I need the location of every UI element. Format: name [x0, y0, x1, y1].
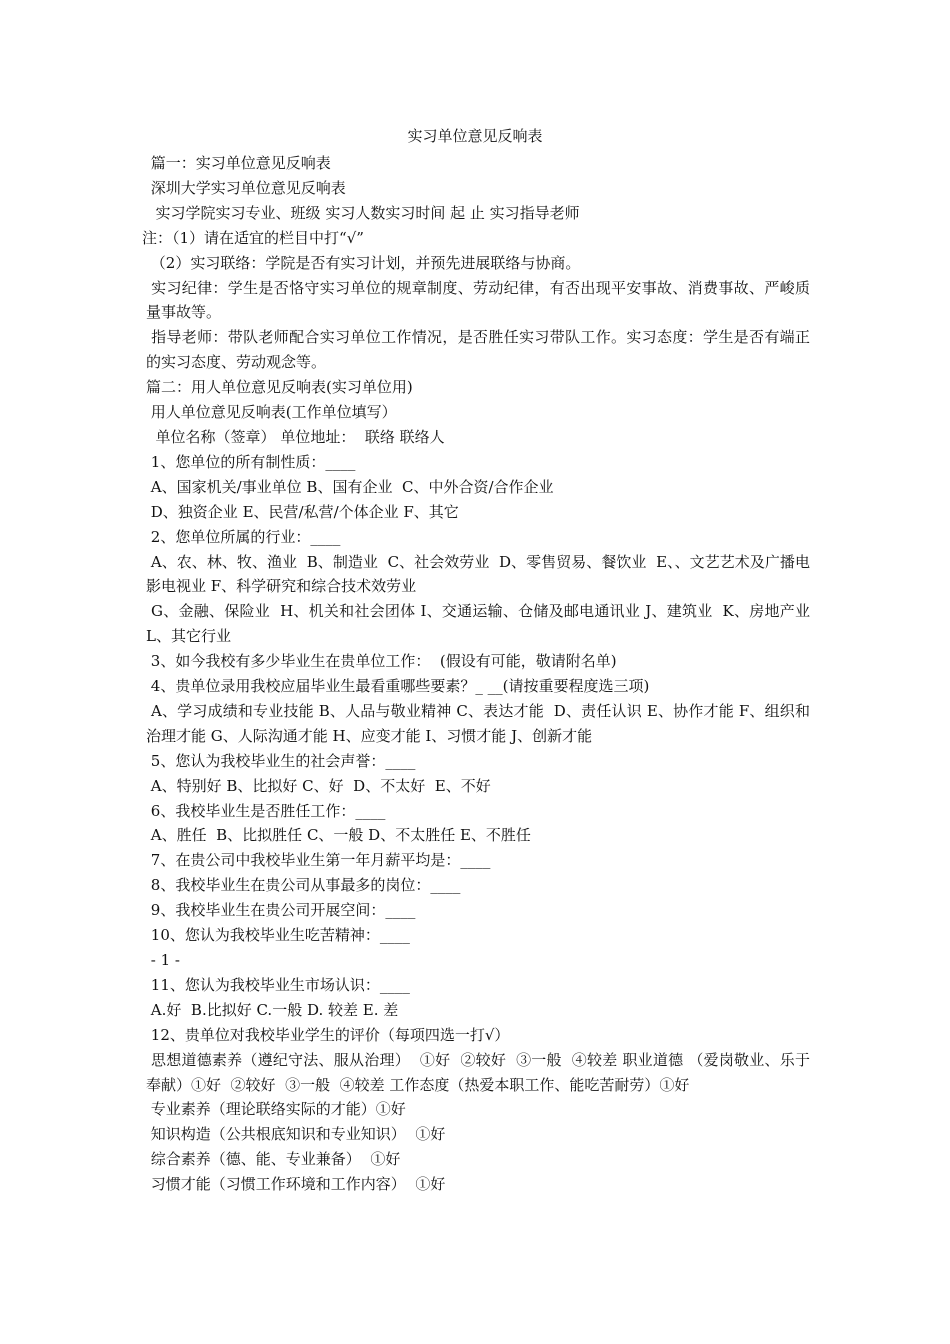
note-item-2: （2）实习联络：学院是否有实习计划，并预先进展联络与协商。: [146, 253, 581, 272]
question-7: 7、在贵公司中我校毕业生第一年月薪平均是：____: [146, 851, 491, 870]
document-body: [142, 151, 815, 1197]
question-9: 9、我校毕业生在贵公司开展空间：____: [146, 901, 416, 920]
question-1: 1、您单位的所有制性质：____: [146, 452, 356, 471]
note-line: 注：（1）请在适宜的栏目中打“√”: [142, 228, 364, 247]
evaluation-ethics: 思想道德素养（遵纪守法、服从治理） ①好 ②较好 ③一般 ④较差 职业道德 （爱岗敬业、乐于奉献）①好 ②较好 ③一般 ④较差 工作态度（热爱本职工作、能吃苦耐劳）①好: [146, 1050, 810, 1094]
question-11: 11、您认为我校毕业生市场认识：____: [146, 975, 410, 994]
question-2: 2、您单位所属的行业：____: [146, 527, 341, 546]
form-fields-row: 实习学院实习专业、班级 实习人数实习时间 起 止 实习指导老师: [146, 203, 580, 222]
page-number: - 1 -: [146, 951, 180, 969]
evaluation-knowledge: 知识构造（公共根底知识和专业知识） ①好: [146, 1125, 446, 1144]
question-3: 3、如今我校有多少毕业生在贵单位工作： (假设有可能，敬请附名单): [146, 652, 617, 671]
question-6-options: A、胜任 B、比拟胜任 C、一般 D、不太胜任 E、不胜任: [146, 826, 531, 845]
question-5-options: A、特别好 B、比拟好 C、好 D、不太好 E、不好: [146, 776, 491, 795]
question-12: 12、贵单位对我校毕业学生的评价（每项四选一打√）: [146, 1025, 510, 1044]
question-1-options-b: D、独资企业 E、民营/私营/个体企业 F、其它: [146, 502, 459, 521]
note-instructor: 指导老师：带队老师配合实习单位工作情况，是否胜任实习带队工作。实习态度：学生是否有端正的实习态度、劳动观念等。: [146, 328, 810, 372]
question-6: 6、我校毕业生是否胜任工作：____: [146, 801, 386, 820]
question-5: 5、您认为我校毕业生的社会声誉：____: [146, 751, 416, 770]
evaluation-professional: 专业素养（理论联络实际的才能）①好: [146, 1100, 406, 1119]
form-title-2: 用人单位意见反响表(工作单位填写）: [146, 403, 397, 422]
question-8: 8、我校毕业生在贵公司从事最多的岗位：____: [146, 876, 461, 895]
section-heading-2: 篇二：用人单位意见反响表(实习单位用): [146, 378, 413, 397]
note-discipline: 实习纪律：学生是否恪守实习单位的规章制度、劳动纪律，有否出现平安事故、消费事故、严峻质量事故等。: [146, 278, 810, 322]
form-title-1: 深圳大学实习单位意见反响表: [146, 178, 346, 197]
section-heading-1: 篇一：实习单位意见反响表: [146, 154, 331, 172]
question-4-options: A、学习成绩和专业技能 B、人品与敬业精神 C、表达才能 D、责任认识 E、协作才能 F、组织和治理才能 G、人际沟通才能 H、应变才能 I、习惯才能 J、创新才能: [146, 701, 810, 745]
evaluation-adaptability: 习惯才能（习惯工作环境和工作内容） ①好: [146, 1175, 446, 1194]
question-10: 10、您认为我校毕业生吃苦精神：____: [146, 926, 410, 945]
question-11-options: A.好 B.比拟好 C.一般 D. 较差 E. 差: [146, 1000, 399, 1019]
evaluation-overall: 综合素养（德、能、专业兼备） ①好: [146, 1150, 401, 1169]
unit-info-row: 单位名称（签章） 单位地址： 联络 联络人: [146, 427, 445, 446]
document-title: 实习单位意见反响表: [407, 127, 543, 145]
question-2-options-a: A、农、林、牧、渔业 B、制造业 C、社会效劳业 D、零售贸易、餐饮业 E、、文艺艺术及广播电影电视业 F、科学研究和综合技术效劳业: [146, 552, 810, 596]
question-1-options-a: A、国家机关/事业单位 B、国有企业 C、中外合资/合作企业: [146, 477, 554, 496]
question-4: 4、贵单位录用我校应届毕业生最看重哪些要素？_ __(请按重要程度选三项): [146, 677, 650, 696]
question-2-options-b: G、金融、保险业 H、机关和社会团体 I、交通运输、仓储及邮电通讯业 J、建筑业 K、房地产业 L、其它行业: [146, 602, 815, 646]
